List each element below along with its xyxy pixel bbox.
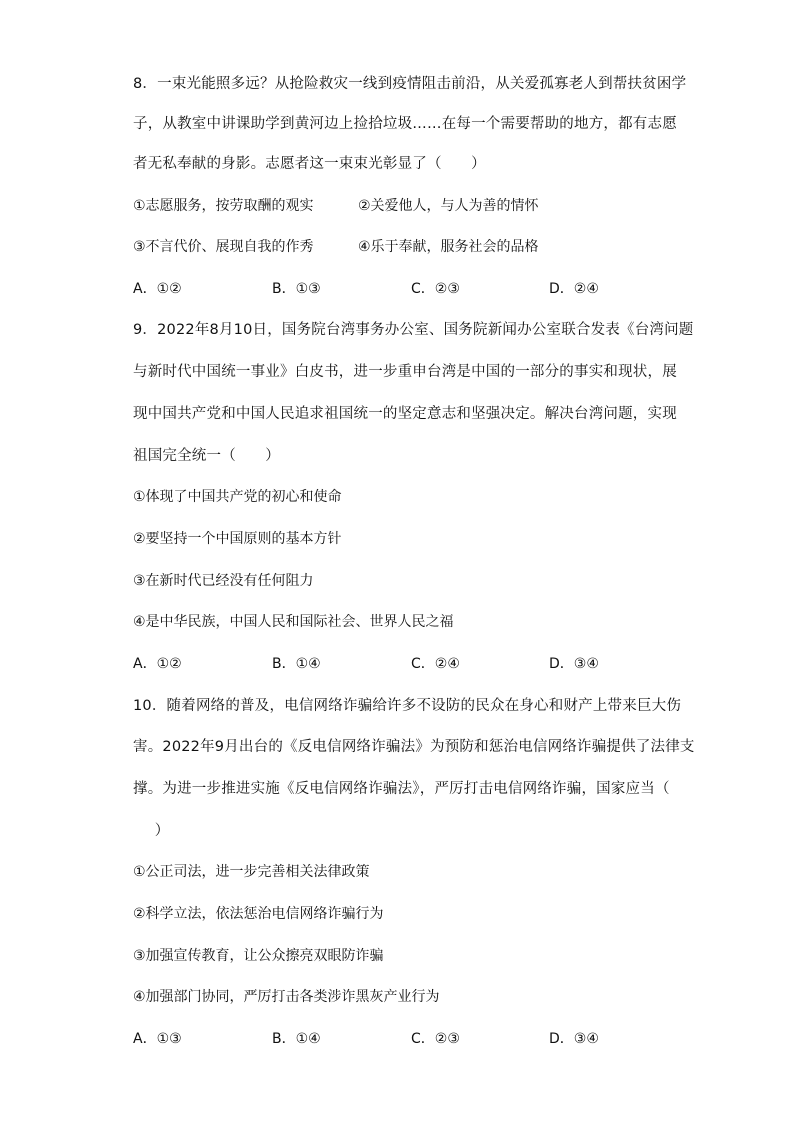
q9-choice-b[interactable]: B．①④	[272, 656, 321, 672]
q10-statement-2: ②科学立法，依法惩治电信网络诈骗行为	[133, 906, 384, 922]
q8-statement-1: ①志愿服务，按劳取酬的观实	[133, 198, 314, 214]
q10-statement-1: ①公正司法，进一步完善相关法律政策	[133, 864, 370, 880]
q10-statement-4: ④加强部门协同，严厉打击各类涉诈黑灰产业行为	[133, 989, 440, 1005]
q8-statement-4: ④乐于奉献，服务社会的品格	[358, 239, 539, 255]
q9-stem-line-3: 现中国共产党和中国人民追求祖国统一的坚定意志和坚强决定。解决台湾问题，实现	[133, 406, 677, 422]
q9-statement-1: ①体现了中国共产党的初心和使命	[133, 489, 342, 505]
q9-choice-c[interactable]: C．②④	[411, 656, 460, 672]
q9-stem-line-1: 9．2022年8月10日，国务院台湾事务办公室、国务院新闻办公室联合发表《台湾问题	[133, 322, 694, 338]
q8-choice-d[interactable]: D．②④	[549, 281, 599, 297]
q8-statement-3: ③不言代价、展现自我的作秀	[133, 239, 314, 255]
q8-stem-line-1: 8．一束光能照多远？从抢险救灾一线到疫情阻击前沿，从关爱孤寡老人到帮扶贫困学	[133, 76, 687, 92]
q10-stem-line-1: 10．随着网络的普及，电信网络诈骗给许多不设防的民众在身心和财产上带来巨大伤	[133, 698, 682, 714]
q10-choice-a[interactable]: A．①③	[133, 1031, 182, 1047]
q9-statement-4: ④是中华民族，中国人民和国际社会、世界人民之福	[133, 614, 454, 630]
q8-stem-line-3: 者无私奉献的身影。志愿者这一束束光彰显了（ ）	[133, 156, 486, 172]
q8-choice-a[interactable]: A．①②	[133, 281, 182, 297]
q8-statement-2: ②关爱他人，与人为善的情怀	[358, 198, 539, 214]
q10-stem-line-4: ）	[140, 823, 170, 839]
q8-stem-line-2: 子，从教室中讲课助学到黄河边上捡拾垃圾……在每一个需要帮助的地方，都有志愿	[133, 116, 677, 132]
q9-choice-a[interactable]: A．①②	[133, 656, 182, 672]
q10-stem-line-3: 撑。为进一步推进实施《反电信网络诈骗法》，严厉打击电信网络诈骗，国家应当（	[133, 781, 670, 797]
q9-stem-line-2: 与新时代中国统一事业》白皮书，进一步重申台湾是中国的一部分的事实和现状，展	[133, 364, 677, 380]
q10-choice-d[interactable]: D．③④	[549, 1031, 599, 1047]
q9-statement-2: ②要坚持一个中国原则的基本方针	[133, 531, 342, 547]
q9-statement-3: ③在新时代已经没有任何阻力	[133, 573, 314, 589]
q8-choice-c[interactable]: C．②③	[411, 281, 460, 297]
q10-choice-c[interactable]: C．②③	[411, 1031, 460, 1047]
q9-stem-line-4: 祖国完全统一（ ）	[133, 448, 280, 464]
q8-choice-b[interactable]: B．①③	[272, 281, 321, 297]
q9-choice-d[interactable]: D．③④	[549, 656, 599, 672]
q10-stem-line-2: 害。2022年9月出台的《反电信网络诈骗法》为预防和惩治电信网络诈骗提供了法律支	[133, 739, 695, 755]
q10-statement-3: ③加强宣传教育，让公众擦亮双眼防诈骗	[133, 948, 384, 964]
q10-choice-b[interactable]: B．①④	[272, 1031, 321, 1047]
